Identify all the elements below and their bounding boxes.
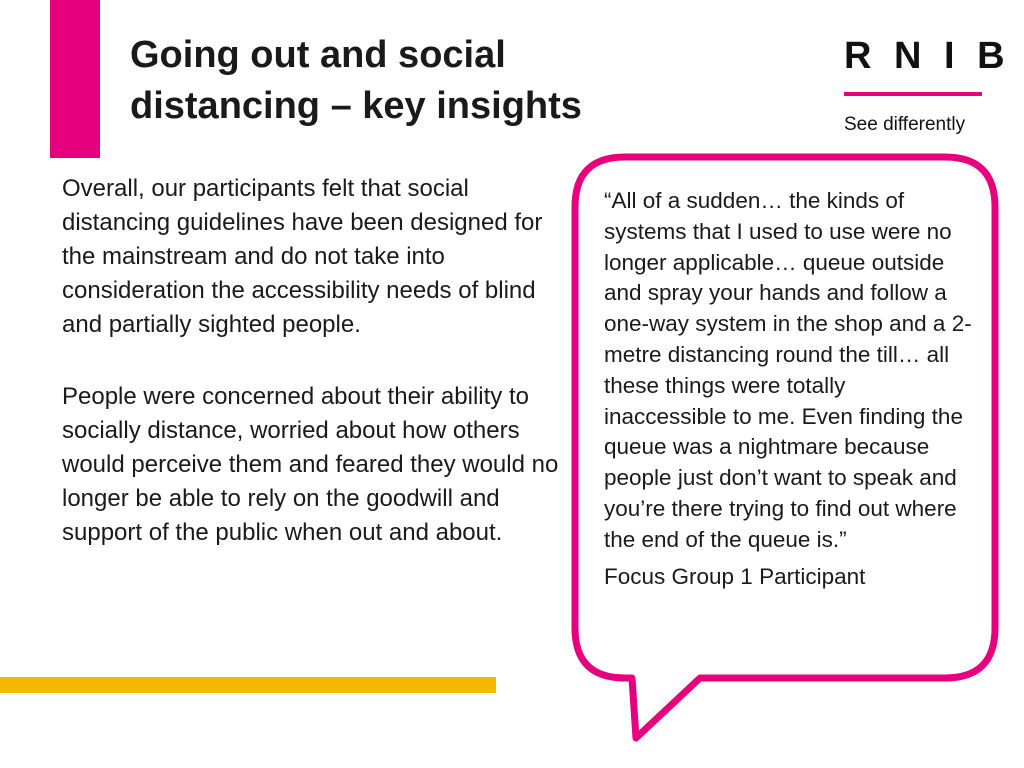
quote-attribution: Focus Group 1 Participant bbox=[604, 563, 866, 589]
insight-paragraph-2: People were concerned about their ability to socially distance, worried about how others would perceive them and feared they would no longer be able to rely on the goodwill and support of the public when out and about. bbox=[62, 383, 559, 546]
logo-wordmark: R N I B bbox=[844, 35, 1011, 77]
insight-paragraph-1: Overall, our participants felt that social distancing guidelines have been designed for the mainstream and do not take into consideration the accessibility needs of blind and partially sighted people. bbox=[62, 175, 543, 338]
page-title: Going out and social distancing – key insights bbox=[130, 34, 582, 127]
logo-tagline: See differently bbox=[844, 114, 966, 135]
quote-block bbox=[604, 186, 974, 592]
quote-text: “All of a sudden… the kinds of systems that I used to use were no longer applicable… queue outside and spray your hands and follow a one-way system in the shop and a 2-metre distancing round the till… all these things were totally inaccessible to me. Even finding the queue was a nightmare because people just don’t want to speak and you’re there trying to find out where the end of the queue is.” bbox=[604, 188, 972, 552]
